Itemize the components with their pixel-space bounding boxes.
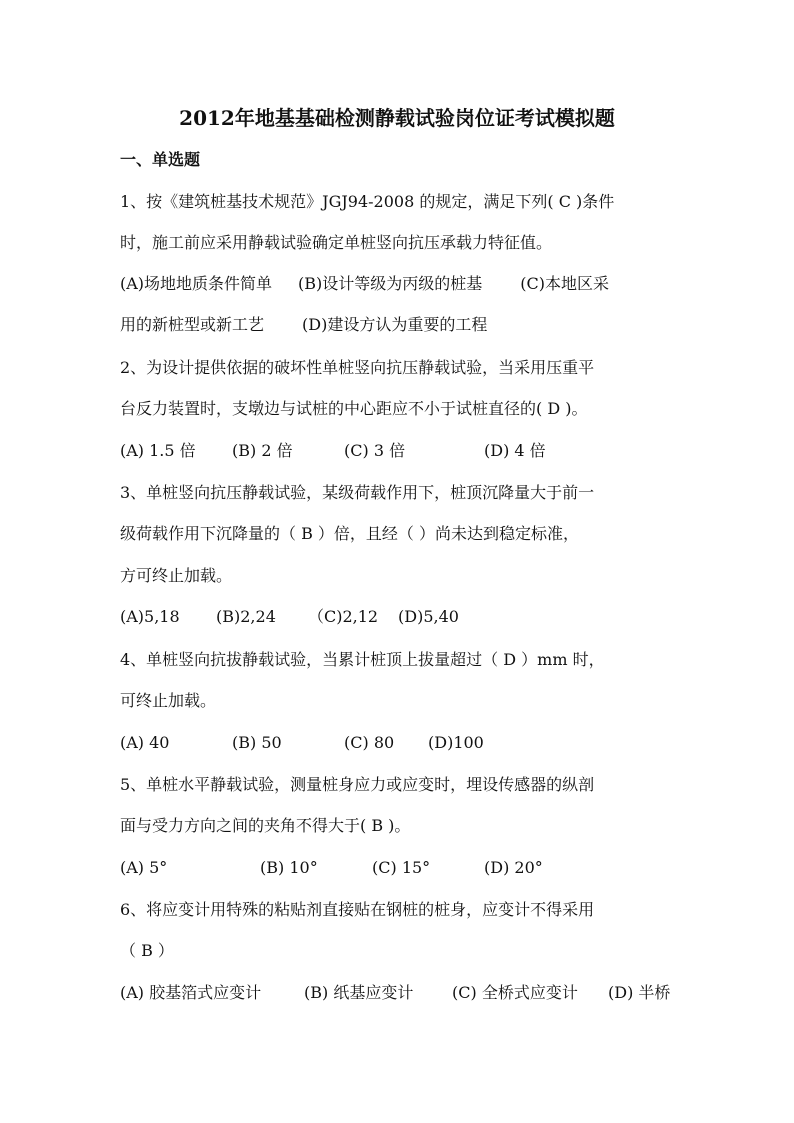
- question-4-line-1: 4、单桩竖向抗拔静载试验，当累计桩顶上拔量超过（ D ）mm 时，: [120, 650, 605, 669]
- question-3-line-1: 3、单桩竖向抗压静载试验，某级荷载作用下，桩顶沉降量大于前一: [120, 483, 595, 502]
- question-2-line-1: 2、为设计提供依据的破坏性单桩竖向抗压静载试验，当采用压重平: [120, 358, 595, 377]
- option-c-part-1: (C)本地区采: [520, 274, 610, 293]
- option-c: (C) 全桥式应变计: [452, 983, 578, 1002]
- option-b: (B) 2 倍: [232, 441, 293, 460]
- option-c: (C) 80: [344, 733, 395, 752]
- question-4-line-2: 可终止加载。: [120, 691, 217, 710]
- option-d: (D) 半桥: [608, 983, 671, 1002]
- option-c: （C)2,12: [308, 607, 379, 626]
- question-3-line-2: 级荷载作用下沉降量的（ B ）倍，且经（ ）尚未达到稳定标准，: [120, 524, 580, 543]
- option-c: (C) 3 倍: [344, 441, 406, 460]
- question-2-options: [120, 439, 546, 463]
- option-d: (D)100: [428, 733, 484, 752]
- page-title: 2012年地基基础检测静载试验岗位证考试模拟题: [179, 106, 615, 130]
- question-6-line-2: （ B ）: [120, 941, 174, 960]
- option-a: (A)场地地质条件简单: [120, 274, 273, 293]
- option-b: (B) 50: [232, 733, 282, 752]
- option-d: (D) 20°: [484, 858, 543, 877]
- question-3-line-3: 方可终止加载。: [120, 566, 233, 585]
- question-6-line-1: 6、将应变计用特殊的粘贴剂直接贴在钢桩的桩身，应变计不得采用: [120, 900, 595, 919]
- option-b: (B)2,24: [216, 607, 276, 626]
- option-d: (D)5,40: [398, 607, 459, 626]
- question-6-options: [120, 981, 670, 1005]
- question-1-options-line-2: [120, 313, 487, 337]
- option-b: (B) 10°: [260, 858, 318, 877]
- option-b: (B) 纸基应变计: [304, 983, 414, 1002]
- option-b: (B)设计等级为丙级的桩基: [298, 274, 483, 293]
- question-2-line-2: 台反力装置时，支墩边与试桩的中心距应不小于试桩直径的( D )。: [120, 399, 588, 418]
- question-1-line-1: 1、按《建筑桩基技术规范》JGJ94-2008 的规定，满足下列( C )条件: [120, 192, 615, 211]
- question-5-options: [120, 856, 543, 880]
- option-a: (A) 40: [120, 733, 170, 752]
- option-c: (C) 15°: [372, 858, 431, 877]
- option-d: (D) 4 倍: [484, 441, 546, 460]
- option-a: (A) 1.5 倍: [120, 441, 196, 460]
- question-5-line-2: 面与受力方向之间的夹角不得大于( B )。: [120, 816, 411, 835]
- question-1-line-2: 时，施工前应采用静载试验确定单桩竖向抗压承载力特征值。: [120, 233, 553, 252]
- option-d: (D)建设方认为重要的工程: [302, 315, 488, 334]
- section-heading: 一、单选题: [120, 150, 201, 169]
- option-c-part-2: 用的新桩型或新工艺: [120, 315, 265, 334]
- question-4-options: [120, 731, 484, 755]
- question-1-options-line-1: [120, 272, 609, 296]
- question-3-options: [120, 605, 459, 629]
- option-a: (A) 胶基箔式应变计: [120, 983, 262, 1002]
- question-5-line-1: 5、单桩水平静载试验，测量桩身应力或应变时，埋设传感器的纵剖: [120, 775, 595, 794]
- option-a: (A)5,18: [120, 607, 180, 626]
- option-a: (A) 5°: [120, 858, 168, 877]
